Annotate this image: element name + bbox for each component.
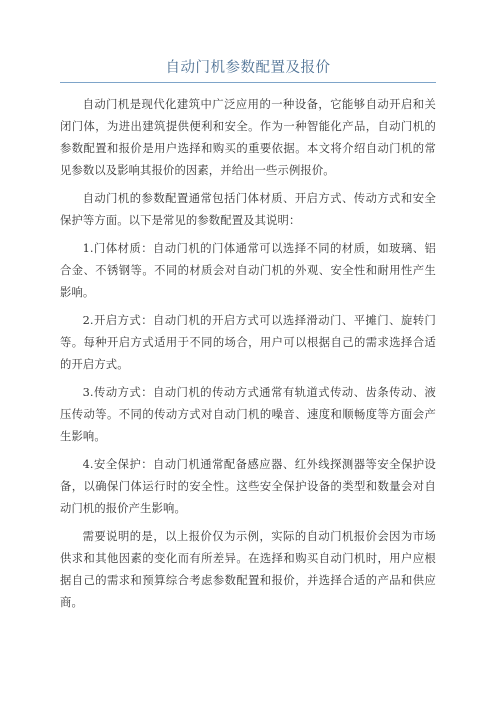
paragraph-safety-protection: 4.安全保护：自动门机通常配备感应器、红外线探测器等安全保护设备，以确保门体运行时的安全性。这些安全保护设备的类型和数量会对自动门机的报价产生影响。	[60, 458, 436, 515]
paragraph-drive-method: 3.传动方式：自动门机的传动方式通常有轨道式传动、齿条传动、液压传动等。不同的传动方式对自动门机的噪音、速度和顺畅度等方面会产生影响。	[60, 386, 436, 443]
paragraph-intro: 自动门机是现代化建筑中广泛应用的一种设备，它能够自动开启和关闭门体，为进出建筑提供便利和安全。作为一种智能化产品，自动门机的参数配置和报价是用户选择和购买的重要依据。本文将介绍自动门机的常见参数以及影响其报价的因素，并给出一些示例报价。	[60, 98, 436, 177]
title-divider	[60, 82, 436, 83]
paragraph-opening-method: 2.开启方式：自动门机的开启方式可以选择滑动门、平摊门、旋转门等。每种开启方式适用于不同的场合，用户可以根据自己的需求选择合适的开启方式。	[60, 314, 436, 371]
paragraph-door-material: 1.门体材质：自动门机的门体通常可以选择不同的材质，如玻璃、铝合金、不锈钢等。不同的材质会对自动门机的外观、安全性和耐用性产生影响。	[60, 242, 436, 299]
document-title: 自动门机参数配置及报价	[165, 60, 331, 76]
document-body	[60, 94, 436, 620]
paragraph-closing-note: 需要说明的是，以上报价仅为示例，实际的自动门机报价会因为市场供求和其他因素的变化而有所差异。在选择和购买自动门机时，用户应根据自己的需求和预算综合考虑参数配置和报价，并选择合适的产品和供应商。	[60, 530, 436, 609]
paragraph-config-overview: 自动门机的参数配置通常包括门体材质、开启方式、传动方式和安全保护等方面。以下是常见的参数配置及其说明：	[60, 192, 436, 227]
